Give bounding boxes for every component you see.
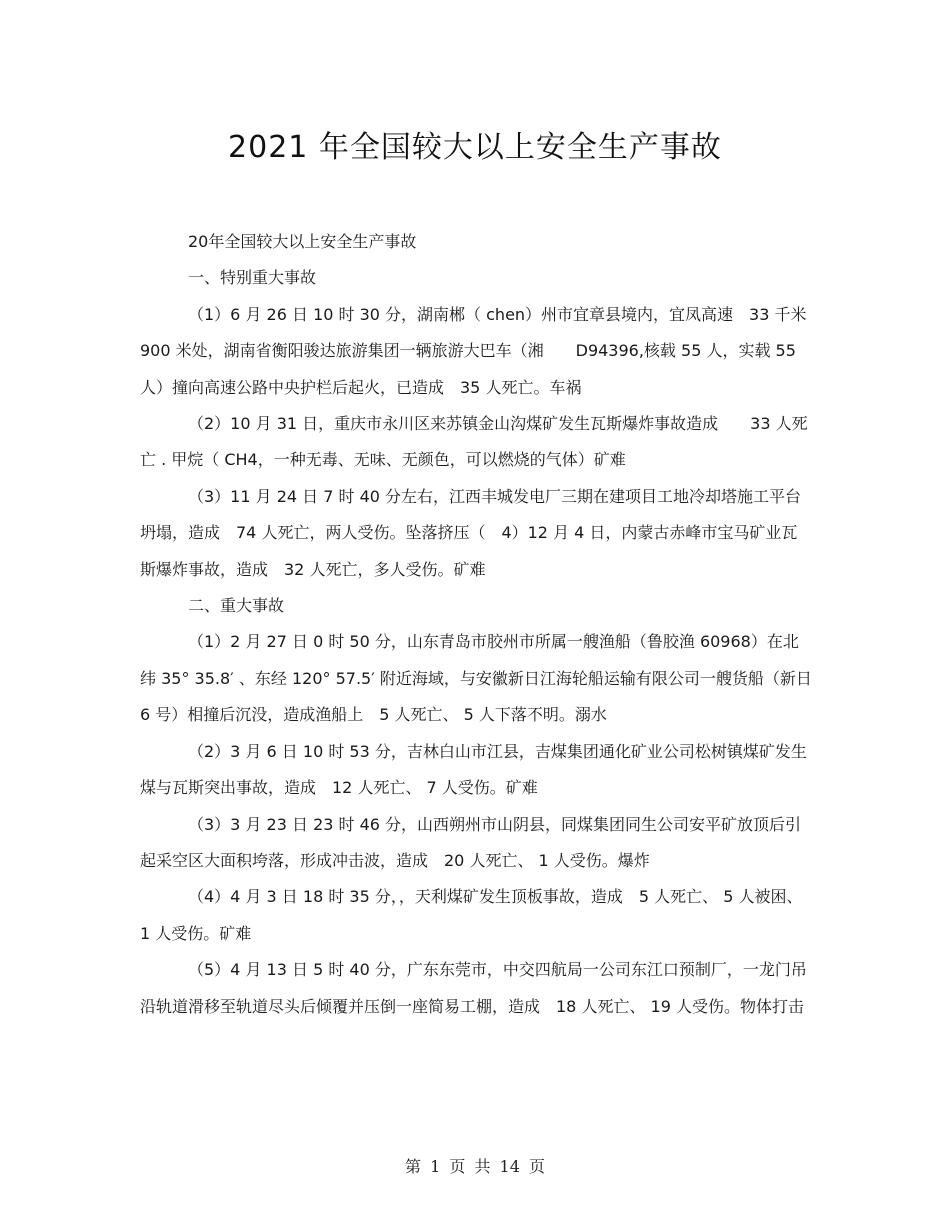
section-heading-major: 二、重大事故	[188, 596, 285, 616]
paragraph-major-1: （1）2 月 27 日 0 时 50 分，山东青岛市胶州市所属一艘渔船（鲁胶渔 60968）在北纬 35° 35.8′ 、东经 120° 57.5′ 附近海域，与安徽新日江海轮船运输有限公司一艘货船（新日 6 号）相撞后沉没，造成渔船上 5 人死亡、 5 人下落不明。溺水	[140, 632, 828, 725]
paragraph-major-5: （5）4 月 13 日 5 时 40 分，广东东莞市，中交四航局一公司东江口预制厂，一龙门吊沿轨道滑移至轨道尽头后倾覆并压倒一座简易工棚，造成 18 人死亡、 19 人受伤。物体打击	[140, 960, 807, 1016]
paragraph-major-3: （3）3 月 23 日 23 时 46 分，山西朔州市山阴县，同煤集团同生公司安平矿放顶后引起采空区大面积垮落，形成冲击波，造成 20 人死亡、 1 人受伤。爆炸	[140, 814, 802, 870]
paragraph-subtitle: 20年全国较大以上安全生产事故	[188, 232, 417, 251]
document-title: 2021 年全国较大以上安全生产事故	[228, 130, 722, 165]
paragraph-major-2: （2）3 月 6 日 10 时 53 分，吉林白山市江县，吉煤集团通化矿业公司松树镇煤矿发生煤与瓦斯突出事故，造成 12 人死亡、 7 人受伤。矿难	[140, 741, 807, 798]
paragraph-major-4: （4）4 月 3 日 18 时 35 分，，天利煤矿发生顶板事故，造成 5 人死亡、 5 人被困、 1 人受伤。矿难	[140, 887, 803, 943]
document-body	[140, 224, 828, 1025]
paragraph-accident-2: （2）10 月 31 日，重庆市永川区来苏镇金山沟煤矿发生瓦斯爆炸事故造成 33 人死亡 . 甲烷（ CH4，一种无毒、无味、无颜色，可以燃烧的气体）矿难	[140, 414, 808, 470]
section-heading-special-major: 一、特别重大事故	[188, 268, 317, 288]
page-footer: 第 1 页 共 14 页	[405, 1157, 545, 1176]
paragraph-accident-1: （1）6 月 26 日 10 时 30 分，湖南郴（ chen）州市宜章县境内，宜凤高速 33 千米 900 米处，湖南省衡阳骏达旅游集团一辆旅游大巴车（湘 D94396,核载 55 人，实载 55 人）撞向高速公路中央护栏后起火，已造成 35 人死亡。车祸	[140, 304, 807, 397]
paragraph-accident-3-4: （3）11 月 24 日 7 时 40 分左右，江西丰城发电厂三期在建项目工地冷却塔施工平台坍塌，造成 74 人死亡，两人受伤。坠落挤压（ 4）12 月 4 日，内蒙古赤峰市宝马矿业瓦斯爆炸事故，造成 32 人死亡，多人受伤。矿难	[140, 486, 802, 579]
